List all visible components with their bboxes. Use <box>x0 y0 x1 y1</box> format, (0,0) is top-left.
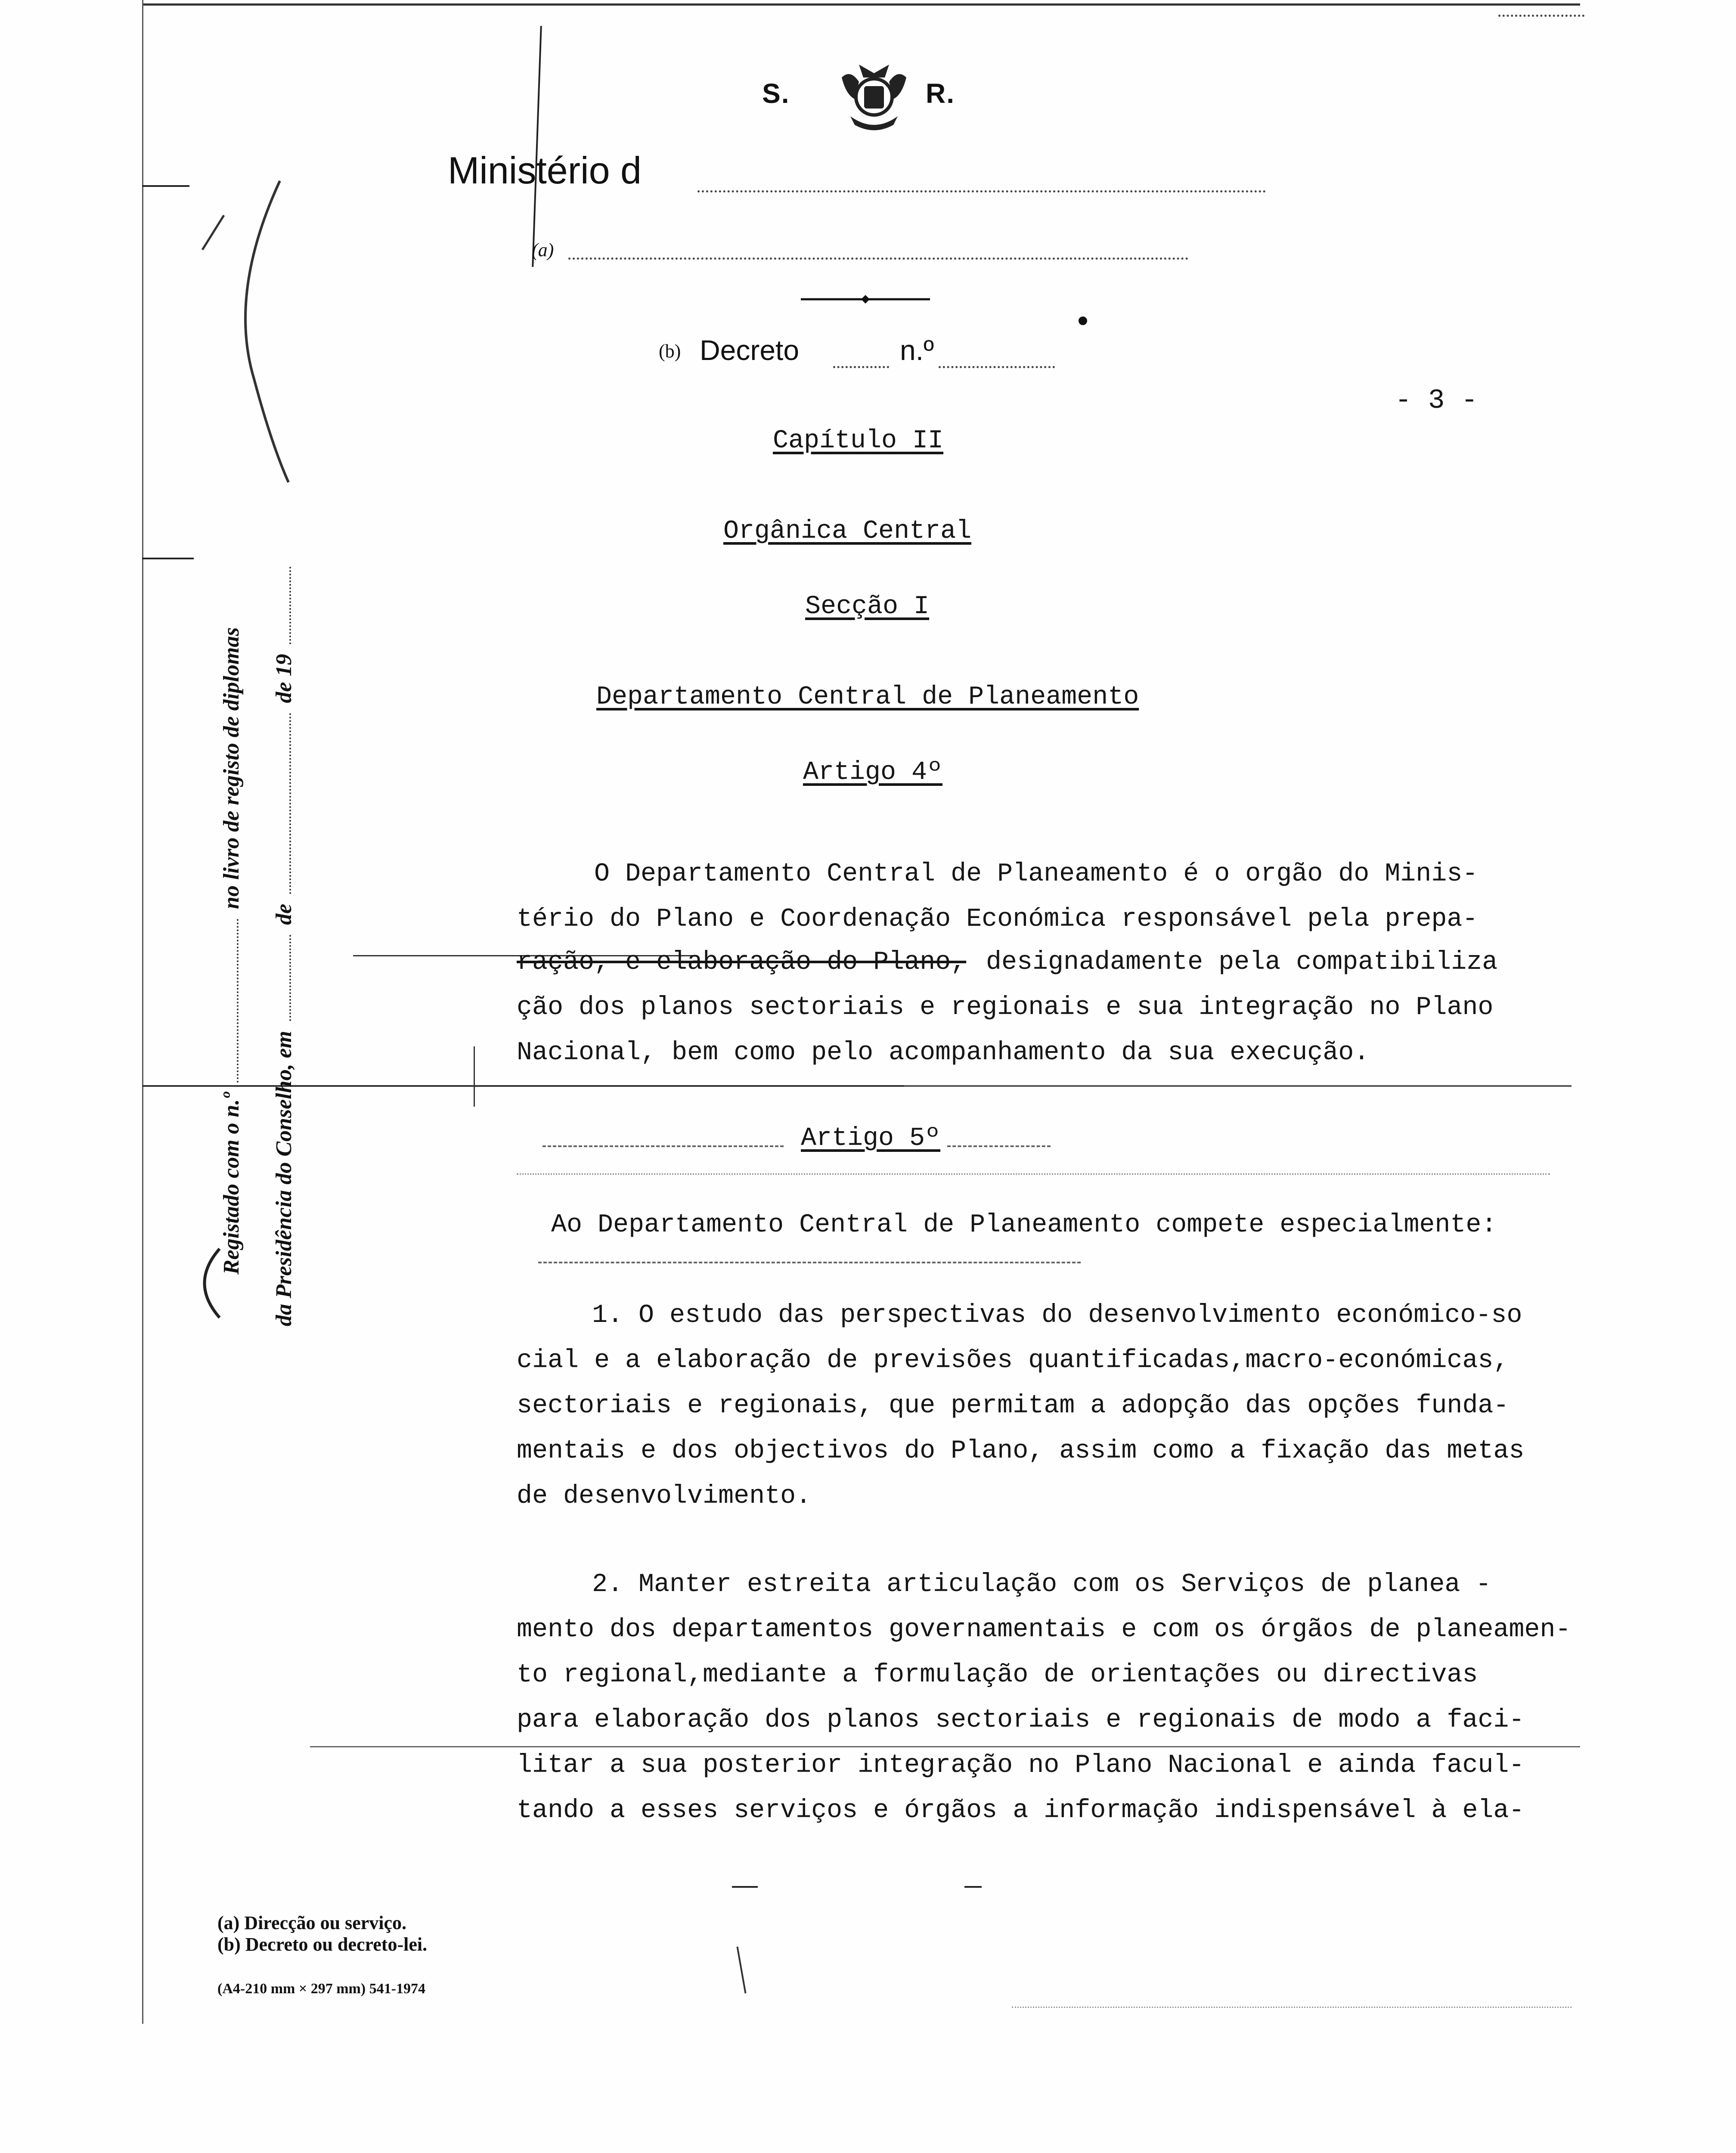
letterhead-right-letter: R. <box>926 78 955 109</box>
decree-blank <box>833 366 889 368</box>
item-1-line: 1. O estudo das perspectivas do desenvolvimento económico-so <box>592 1301 1522 1330</box>
subline-blank-line <box>568 257 1188 260</box>
registration-stamp-line1: Registado com o n.º no livro de registo de diplomas <box>219 627 244 1275</box>
coat-of-arms-icon <box>833 60 915 133</box>
faint-guide-line <box>517 1173 1550 1175</box>
scan-top-edge <box>142 3 1580 6</box>
decree-number-label: n.º <box>900 334 934 366</box>
dashed-guide <box>947 1145 1051 1147</box>
article-4-line: O Departamento Central de Planeamento é o orgão do Minis- <box>594 859 1478 889</box>
section-title: Departamento Central de Planeamento <box>596 683 1139 712</box>
margin-tick <box>474 1046 475 1107</box>
article-4-line: Nacional, bem como pelo acompanhamento da sua execução. <box>517 1038 1370 1067</box>
registration-stamp-line2: da Presidência do Conselho, em de de 19 <box>271 562 297 1326</box>
item-1-line: de desenvolvimento. <box>517 1482 812 1511</box>
margin-bracket-icon <box>194 164 306 491</box>
ink-dot <box>1079 316 1087 325</box>
item-2-line: to regional,mediante a formulação de orientações ou directivas <box>517 1660 1478 1690</box>
article-4-line: tério do Plano e Coordenação Económica responsável pela prepa- <box>517 905 1478 934</box>
dashed-guide <box>538 1262 1081 1263</box>
item-2-line: mento dos departamentos governamentais e com os órgãos de planeamen- <box>517 1615 1571 1644</box>
item-1-line: sectoriais e regionais, que permitam a adopção das opções funda- <box>517 1391 1509 1421</box>
letterhead-left-letter: S. <box>762 78 790 109</box>
article-4-heading: Artigo 4º <box>803 758 943 787</box>
fold-line-left <box>142 1085 917 1087</box>
article-4-line: designadamente pela compatibiliza <box>986 948 1498 977</box>
decree-number-blank <box>939 366 1055 368</box>
item-2-line: litar a sua posterior integração no Plano Nacional e ainda facul- <box>517 1751 1525 1780</box>
footnote-b: (b) Decreto ou decreto-lei. <box>217 1934 428 1955</box>
item-1-line: cial e a elaboração de previsões quantificadas,macro-económicas, <box>517 1346 1509 1375</box>
section-heading: Secção I <box>805 592 930 621</box>
stray-mark <box>732 1886 758 1888</box>
stray-mark <box>736 1946 746 1993</box>
article-5-heading: Artigo 5º <box>801 1124 941 1153</box>
dashed-guide <box>542 1145 784 1147</box>
chapter-heading: Capítulo II <box>773 426 944 456</box>
vertical-margin-rule <box>532 26 542 267</box>
scan-top-mark <box>1498 15 1584 17</box>
decree-marker: (b) <box>659 341 681 362</box>
ministry-blank-line <box>698 190 1266 192</box>
article-4-struck-text: ração, e elaboração do Plano, <box>517 948 967 977</box>
decree-label: Decreto <box>700 334 800 366</box>
ornament-divider-icon <box>801 293 930 306</box>
left-binding-line <box>142 0 143 2024</box>
ministry-label: Ministério d <box>448 149 642 192</box>
article-5-intro: Ao Departamento Central de Planeamento compete especialmente: <box>551 1210 1497 1240</box>
fold-line-right <box>904 1085 1572 1087</box>
article-4-line: ção dos planos sectoriais e regionais e sua integração no Plano <box>517 993 1494 1022</box>
item-2-line: tando a esses serviços e órgãos a informação indispensável à ela- <box>517 1796 1525 1825</box>
margin-dash <box>142 185 189 187</box>
chapter-subtitle: Orgânica Central <box>723 517 972 546</box>
stray-mark <box>964 1886 982 1888</box>
margin-dash <box>142 558 194 559</box>
fold-line-lower <box>310 1746 1580 1747</box>
item-1-line: mentais e dos objectivos do Plano, assim como a fixação das metas <box>517 1436 1525 1466</box>
page-number: - 3 - <box>1395 385 1478 416</box>
footnote-a: (a) Direcção ou serviço. <box>217 1912 407 1933</box>
form-code: (A4-210 mm × 297 mm) 541-1974 <box>217 1981 426 1997</box>
item-2-line: para elaboração dos planos sectoriais e regionais de modo a faci- <box>517 1706 1525 1735</box>
item-2-line: 2. Manter estreita articulação com os Serviços de planea - <box>592 1570 1491 1599</box>
faint-guide-line <box>1012 2007 1572 2008</box>
subline-marker: (a) <box>532 239 554 261</box>
